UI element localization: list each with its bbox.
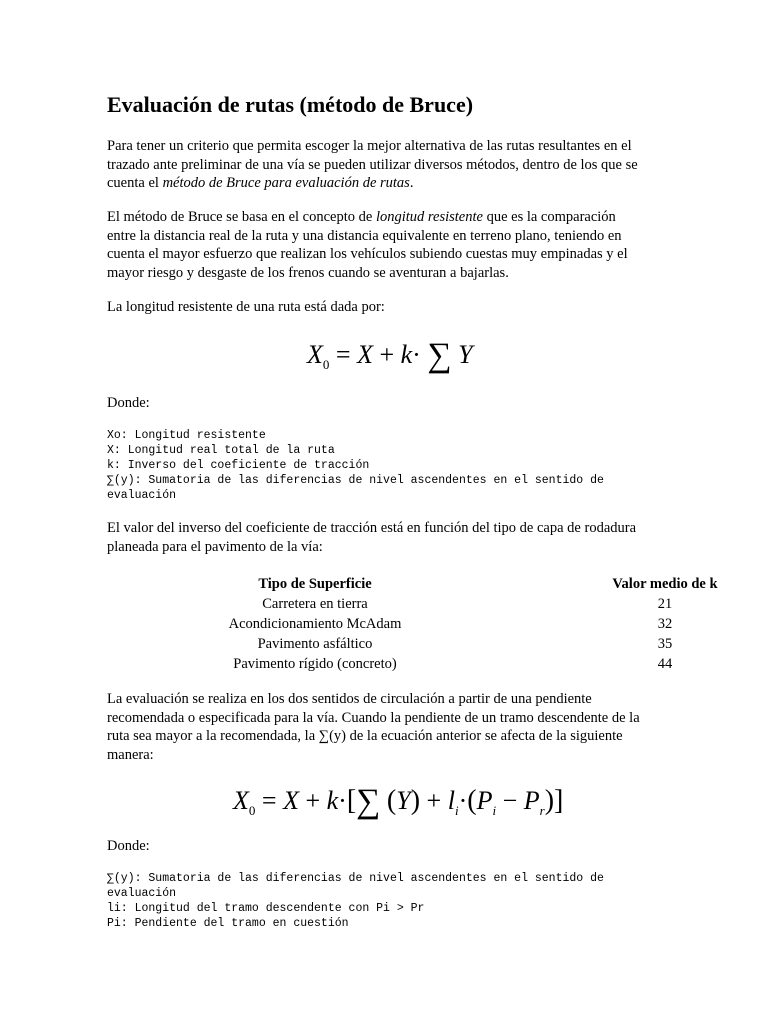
table-cell: 35 bbox=[657, 635, 673, 652]
definition-item: ∑(y): Sumatoria de las diferencias de nivel ascendentes en el sentido de bbox=[107, 474, 604, 487]
formula-longitud-corregida: $X_0 = X + k\cdot[\sum$ $(Y) + l_i\cdot(P_i - P_r)$] bbox=[233, 783, 564, 820]
bruce-paragraph bbox=[107, 208, 667, 282]
evaluacion-paragraph bbox=[107, 690, 667, 764]
definition-item: li: Longitud del tramo descendente con Pi > Pr bbox=[107, 902, 425, 915]
definitions-list bbox=[107, 871, 707, 931]
definition-item: k: Inverso del coeficiente de tracción bbox=[107, 459, 370, 472]
bruce-line: mayor riesgo y desgaste de los frenos cuando se aventuran a bajarlas. bbox=[107, 264, 509, 281]
table-row bbox=[225, 654, 725, 674]
donde-label: Donde: bbox=[107, 838, 150, 854]
table-cell: 32 bbox=[657, 615, 673, 632]
valor-line: El valor del inverso del coeficiente de tracción está en función del tipo de capa de rodadura bbox=[107, 520, 637, 536]
table-row bbox=[225, 614, 725, 634]
evaluacion-line: recomendada o especificada para la vía. Cuando la pendiente de un tramo descendente de la bbox=[107, 709, 640, 726]
page-title: Evaluación de rutas (método de Bruce) bbox=[107, 92, 474, 117]
table-row bbox=[225, 634, 725, 654]
intro-line: trazado ante preliminar de una vía se pueden utilizar diversos métodos, dentro de los que se bbox=[107, 156, 638, 173]
table-header: Tipo de Superficie bbox=[258, 575, 372, 592]
table-cell: 44 bbox=[657, 655, 673, 672]
table-cell: 21 bbox=[657, 595, 673, 612]
donde-label: Donde: bbox=[107, 395, 150, 411]
intro-emphasis: método de Bruce para evaluación de rutas bbox=[162, 175, 410, 191]
definition-item: X: Longitud real total de la ruta bbox=[107, 444, 335, 457]
table-cell: Pavimento rígido (concreto) bbox=[233, 655, 397, 672]
surface-table bbox=[225, 574, 725, 674]
table-header: Valor medio de k bbox=[612, 575, 718, 592]
intro-line: Para tener un criterio que permita escoger la mejor alternativa de las rutas resultantes en el bbox=[107, 138, 632, 154]
definition-item: Pi: Pendiente del tramo en cuestión bbox=[107, 917, 349, 930]
definition-item: evaluación bbox=[107, 887, 177, 900]
longitud-intro: La longitud resistente de una ruta está dada por: bbox=[107, 299, 385, 315]
definition-item: ∑(y): Sumatoria de las diferencias de nivel ascendentes en el sentido de bbox=[107, 872, 604, 885]
definitions-list bbox=[107, 428, 707, 503]
definition-item: Xo: Longitud resistente bbox=[107, 429, 266, 442]
intro-paragraph bbox=[107, 137, 667, 193]
table-row bbox=[225, 594, 725, 614]
table-header-row bbox=[225, 574, 725, 594]
table-cell: Acondicionamiento McAdam bbox=[228, 615, 402, 632]
intro-line: cuenta el método de Bruce para evaluación de rutas. bbox=[107, 175, 414, 191]
valor-line: planeada para el pavimento de la vía: bbox=[107, 538, 323, 555]
formula-longitud-resistente: $X_0 = X + k\cdot$ ∑ Y bbox=[307, 337, 473, 374]
bruce-line: cuenta el mayor esfuerzo que realizan los vehículos subiendo cuestas muy empinadas y el bbox=[107, 246, 628, 262]
bruce-line: El método de Bruce se basa en el concepto de longitud resistente que es la comparación bbox=[107, 209, 616, 225]
table-cell: Carretera en tierra bbox=[262, 595, 368, 612]
valor-paragraph bbox=[107, 519, 667, 556]
definition-item: evaluación bbox=[107, 489, 177, 502]
table-cell: Pavimento asfáltico bbox=[257, 635, 373, 652]
evaluacion-line: ruta sea mayor a la recomendada, la ∑(y) de la ecuación anterior se afecta de la siguiente bbox=[107, 728, 623, 744]
evaluacion-line: manera: bbox=[107, 746, 154, 763]
bruce-line: entre la distancia real de la ruta y una distancia equivalente en terreno plano, teniendo en bbox=[107, 227, 622, 244]
bruce-emphasis: longitud resistente bbox=[375, 209, 483, 225]
evaluacion-line: La evaluación se realiza en los dos sentidos de circulación a partir de una pendiente bbox=[107, 691, 592, 707]
